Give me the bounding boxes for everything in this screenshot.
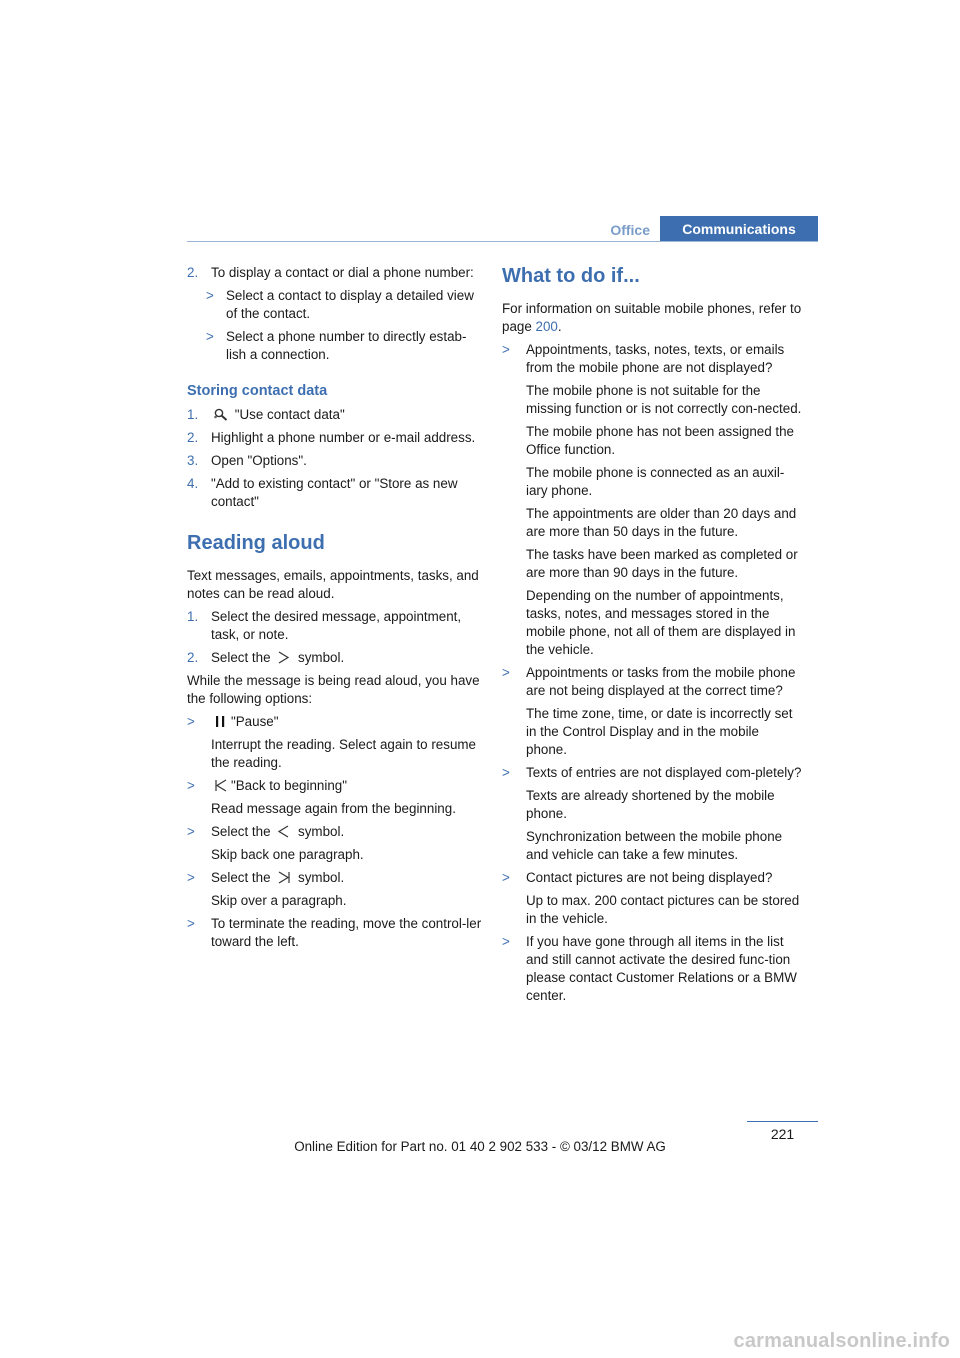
page-header [187, 216, 818, 242]
bullet-item: > Select the symbol. [187, 823, 485, 841]
right-column [502, 264, 802, 1010]
answer: Up to max. 200 contact pictures can be stored in the vehicle. [526, 893, 800, 926]
answer: Synchronization between the mobile phone and vehicle can take a few minutes. [526, 829, 783, 862]
section-heading: Reading aloud [187, 532, 325, 554]
question-item: > Contact pictures are not being displayed? [502, 869, 802, 887]
page-number: 221 [770, 1126, 795, 1142]
left-column [187, 264, 485, 956]
question-item: > Texts of entries are not displayed com-pletely? [502, 764, 802, 782]
answer: The mobile phone is connected as an auxil-iary phone. [526, 465, 785, 498]
bullet-description: Interrupt the reading. Select again to resume the reading. [211, 737, 476, 770]
section-label: Office [610, 222, 650, 238]
bullet-item: > Select a phone number to directly estab-lish a connection. [206, 328, 485, 364]
answer: Texts are already shortened by the mobile phone. [526, 788, 775, 821]
chapter-tab: Communications [660, 216, 818, 242]
question-item: > Appointments or tasks from the mobile phone are not being displayed at the correct time? [502, 664, 802, 700]
back-to-beginning-icon [213, 779, 229, 792]
paragraph: While the message is being read aloud, you have the following options: [187, 673, 480, 706]
bullet-item: > Select a contact to display a detailed view of the contact. [206, 287, 485, 323]
step-item: 2. Select the symbol. [187, 650, 345, 665]
paragraph: For information on suitable mobile phones, refer to page 200. [502, 301, 802, 334]
section-heading: What to do if... [502, 265, 640, 287]
page-number-divider [747, 1121, 818, 1122]
bullet-item: > To terminate the reading, move the control-ler toward the left. [187, 915, 485, 951]
step-item: 2. Highlight a phone number or e-mail address. [187, 430, 476, 445]
page-link[interactable]: 200 [535, 319, 558, 334]
play-icon [276, 651, 292, 664]
question-item: > Appointments, tasks, notes, texts, or emails from the mobile phone are not displayed? [502, 341, 802, 377]
subsection-heading: Storing contact data [187, 383, 328, 399]
bullet-description: Skip over a paragraph. [211, 893, 347, 908]
pause-icon [213, 715, 229, 728]
question-item: > If you have gone through all items in the list and still cannot activate the desired func-tion please contact Customer Relations or a BMW center. [502, 933, 802, 1005]
bullet-description: Skip back one paragraph. [211, 847, 364, 862]
skip-forward-icon [276, 871, 292, 884]
step-item: 1. Select the desired message, appointment, task, or note. [187, 609, 462, 642]
header-divider [187, 241, 818, 242]
step-item: 3. Open "Options". [187, 453, 307, 468]
paragraph: Text messages, emails, appointments, tasks, and notes can be read aloud. [187, 568, 479, 601]
step-item: 1. "Use contact data" [187, 407, 345, 422]
skip-back-icon [276, 825, 292, 838]
step-item: 4. "Add to existing contact" or "Store as new contact" [187, 476, 458, 509]
answer: The appointments are older than 20 days and are more than 50 days in the future. [526, 506, 797, 539]
answer: The mobile phone is not suitable for the missing function or is not correctly con-nected. [526, 383, 802, 416]
answer: The time zone, time, or date is incorrectly set in the Control Display and in the mobile phone. [526, 706, 793, 757]
bullet-item: > "Back to beginning" [187, 777, 485, 795]
magnifier-icon [213, 408, 229, 421]
watermark: carmanualsonline.info [733, 1330, 950, 1352]
footer-text: Online Edition for Part no. 01 40 2 902 533 - © 03/12 BMW AG [294, 1139, 666, 1154]
bullet-description: Read message again from the beginning. [211, 801, 456, 816]
answer: The mobile phone has not been assigned the Office function. [526, 424, 795, 457]
bullet-item: > Select the symbol. [187, 869, 485, 887]
answer: The tasks have been marked as completed or are more than 90 days in the future. [526, 547, 798, 580]
answer: Depending on the number of appointments, tasks, notes, and messages stored in the mobile phone, not all of them are displayed in the vehicle. [526, 588, 796, 657]
step-item: 2. To display a contact or dial a phone number: [187, 265, 474, 280]
bullet-item: > "Pause" [187, 713, 485, 731]
